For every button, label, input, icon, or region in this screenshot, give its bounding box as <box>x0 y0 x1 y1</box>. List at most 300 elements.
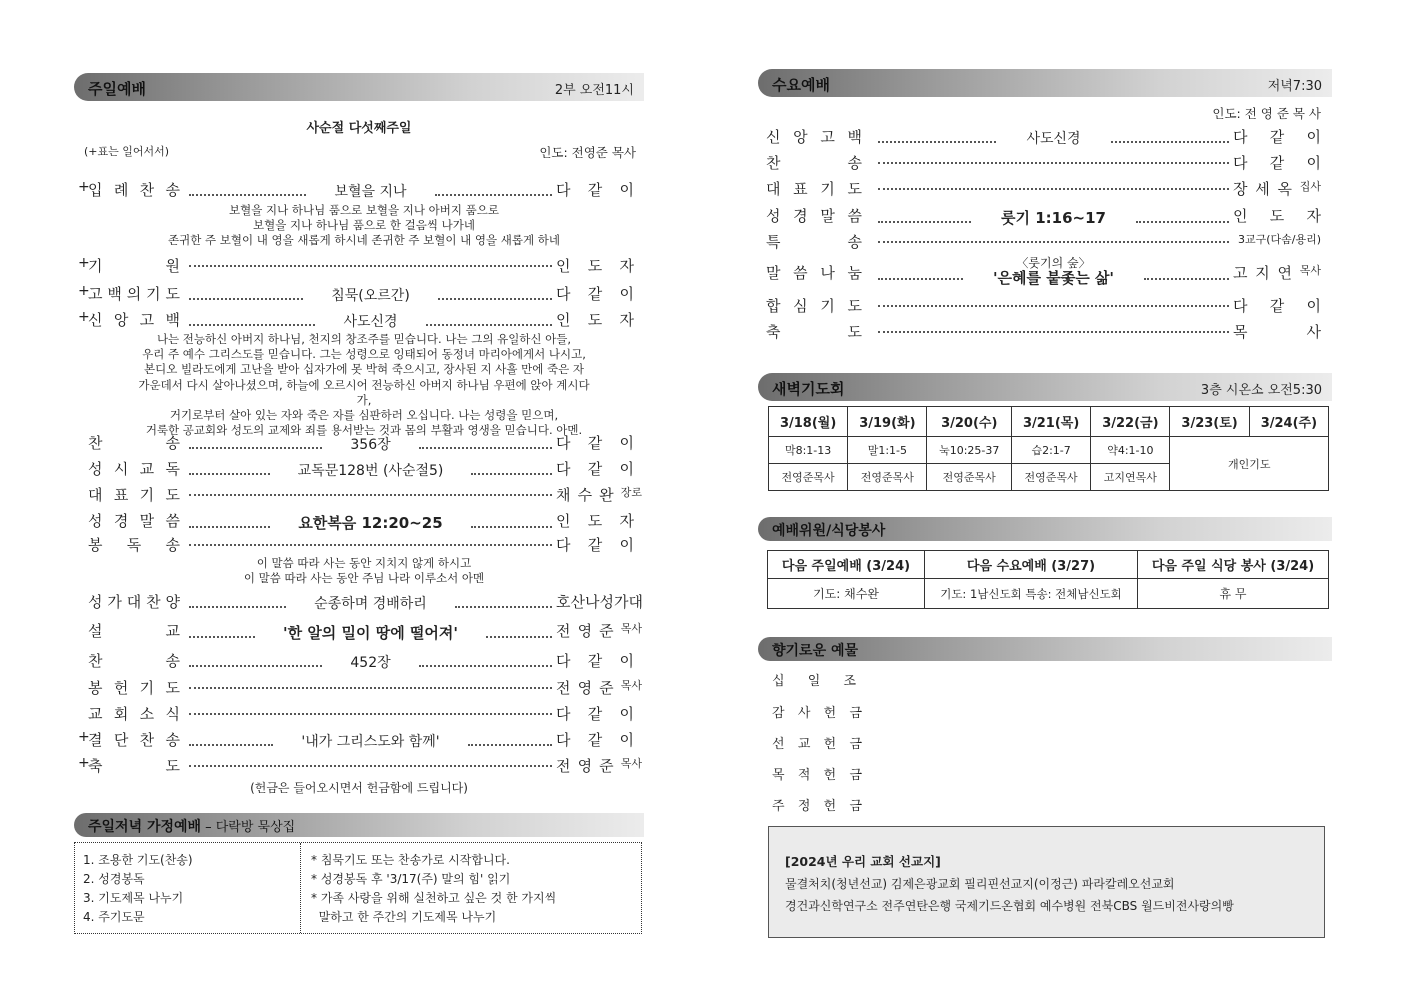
label-char: 대 <box>766 180 781 198</box>
order-responsible <box>1233 295 1321 316</box>
responsible-char: 도 <box>587 257 603 275</box>
home-worship-notes <box>301 843 641 933</box>
home-step: 1. 조용한 기도(찬송) <box>83 853 193 867</box>
dot-fill <box>189 705 552 715</box>
order-item-title: 보혈을 지나 <box>334 184 407 200</box>
duty-header <box>758 517 1332 541</box>
label-char: 기 <box>820 180 835 198</box>
responsible-char: 전 <box>556 757 571 775</box>
label-char: 기 <box>139 679 155 697</box>
home-note: 말하고 한 주간의 기도제목 나누기 <box>311 910 497 924</box>
dot-fill <box>1144 270 1229 280</box>
label-char: 찬 <box>88 434 103 452</box>
responsible-char: 다 <box>556 181 571 199</box>
duty-value-cell: 기도: 채수완 <box>768 579 925 609</box>
order-responsible <box>556 510 634 531</box>
order-label <box>88 179 180 200</box>
label-char: 성 <box>88 512 103 530</box>
response-song-lyrics <box>134 556 594 586</box>
offering-char: 금 <box>849 768 862 783</box>
label-char: 소 <box>139 705 155 723</box>
dot-fill <box>189 465 270 475</box>
dot-fill <box>419 439 552 449</box>
order-responsible <box>556 458 634 479</box>
offering-char: 헌 <box>823 768 837 783</box>
label-char: 원 <box>165 257 180 275</box>
responsible-char: 같 <box>587 434 603 452</box>
label-char: 축 <box>88 757 103 775</box>
label-char: 말 <box>820 207 835 225</box>
offering-char: 적 <box>797 768 811 783</box>
mission-line: 물결처치(청년선교) 김제은광교회 필리핀선교지(이정근) 파라칼레오선교회 <box>785 877 1175 891</box>
dot-fill <box>189 186 306 196</box>
home-note: * 침묵기도 또는 찬송가로 시작합니다. <box>311 853 510 867</box>
label-char: 심 <box>793 297 808 315</box>
dot-fill <box>486 628 552 638</box>
dot-fill <box>426 316 552 326</box>
leader-dots <box>878 180 1229 190</box>
dawn-weekend-cell: 개인기도 <box>1170 437 1329 491</box>
creed-line: 우리 주 예수 그리스도를 믿습니다. 그는 성령으로 잉태되어 동정녀 마리아에게서 나시고, <box>142 347 586 362</box>
label-char: 고 <box>88 285 103 303</box>
responsible-title: 집사 <box>1299 180 1321 193</box>
wed-order-row <box>766 152 1321 174</box>
dot-fill <box>878 213 971 223</box>
order-row <box>74 283 634 305</box>
order-row <box>74 703 634 725</box>
offering-char: 금 <box>849 706 862 721</box>
responsible-char: 같 <box>587 705 603 723</box>
home-worship-subtitle: – 다락방 묵상집 <box>205 820 296 835</box>
responsible-char: 자 <box>619 257 634 275</box>
responsible-char: 다 <box>1233 154 1248 172</box>
order-label <box>766 295 862 316</box>
label-char: 경 <box>793 207 808 225</box>
leader-dots <box>189 285 552 305</box>
responsible-char: 이 <box>619 731 634 749</box>
order-responsible <box>1233 262 1321 283</box>
order-responsible <box>556 534 634 555</box>
wed-order-row <box>766 231 1321 253</box>
order-item-title: 룻기 1:16~17 <box>1001 209 1106 227</box>
mission-box <box>768 826 1325 938</box>
responsible-char: 고 <box>1233 264 1248 282</box>
responsible-char: 준 <box>599 622 614 640</box>
sunday-service-header <box>74 73 644 101</box>
order-row <box>74 309 634 331</box>
responsible-char: 준 <box>599 679 614 697</box>
order-row <box>74 677 642 699</box>
label-char: 독 <box>126 536 142 554</box>
responsible-char: 이 <box>1306 297 1321 315</box>
dawn-text-cell: 막8:1-13 <box>769 437 848 464</box>
order-label <box>88 755 180 776</box>
offering-note: (헌금은 들어오시면서 헌금함에 드립니다) <box>250 781 468 795</box>
order-label <box>766 205 862 226</box>
label-char: 도 <box>847 180 862 198</box>
wed-order-row <box>766 205 1321 227</box>
order-responsible <box>556 283 634 304</box>
label-char: 성 <box>88 593 103 611</box>
standing-mark: + <box>78 283 90 299</box>
label-char: 백 <box>165 311 180 329</box>
responsible-char: 다 <box>556 705 571 723</box>
dot-fill <box>438 290 552 300</box>
leader-dots <box>189 731 552 751</box>
leader-dots <box>878 207 1229 228</box>
responsible-char: 인 <box>556 512 571 530</box>
label-char: 찬 <box>139 181 155 199</box>
order-row <box>74 650 634 672</box>
label-char: 고 <box>820 128 835 146</box>
leader-dots <box>878 297 1229 307</box>
dot-fill <box>189 657 322 667</box>
dot-fill <box>189 598 286 608</box>
dot-fill <box>189 679 552 689</box>
order-label <box>88 458 180 479</box>
responsible-char: 도 <box>587 512 603 530</box>
leader-dots <box>189 257 552 267</box>
order-label <box>766 262 862 283</box>
dot-fill <box>1111 133 1229 143</box>
order-item-title: 356장 <box>350 437 391 453</box>
dot-fill <box>471 518 552 528</box>
offering-char: 교 <box>797 737 811 752</box>
dot-fill <box>878 133 996 143</box>
label-char: 백 <box>107 285 122 303</box>
label-char: 씀 <box>793 264 808 282</box>
responsible-char: 도 <box>1269 207 1285 225</box>
responsible-char: 세 <box>1255 180 1270 198</box>
wed-order-row <box>766 321 1321 343</box>
dot-fill <box>878 233 1229 243</box>
responsible-char: 영 <box>577 622 593 640</box>
responsible-char: 다 <box>556 536 571 554</box>
leader-dots <box>878 233 1229 243</box>
lyric-line: 보혈을 지나 하나님 품으로 한 걸음씩 나가네 <box>253 218 475 232</box>
dot-fill <box>1136 213 1229 223</box>
dawn-text-cell: 약4:1-10 <box>1091 437 1170 464</box>
label-char: 송 <box>847 233 862 251</box>
responsible-char: 이 <box>619 181 634 199</box>
creed-line: 나는 전능하신 아버지 하나님, 천지의 창조주를 믿습니다. 나는 그의 유일하신 아들, <box>156 332 572 346</box>
apostles-creed-text <box>134 332 594 438</box>
label-char: 도 <box>165 757 180 775</box>
lyric-line: 이 말씀 따라 사는 동안 지치지 않게 하시고 <box>256 556 472 570</box>
creed-line: 거룩한 공교회와 성도의 교제와 죄를 용서받는 것과 몸의 부활과 영생을 믿습니다. 아멘. <box>145 423 583 438</box>
order-responsible <box>556 755 642 776</box>
label-char: 신 <box>88 311 103 329</box>
responsible-char: 다 <box>556 285 571 303</box>
home-note: * 가족 사랑을 위해 실천하고 싶은 것 한 가지씩 <box>311 891 557 905</box>
dawn-day-cell: 3/22(금) <box>1091 407 1170 437</box>
label-char: 결 <box>88 731 103 749</box>
dawn-day-cell: 3/18(월) <box>769 407 848 437</box>
order-item-title: 순종하며 경배하리 <box>314 596 427 612</box>
dot-fill <box>189 316 315 326</box>
creed-line: 가운데서 다시 살아나셨으며, 하늘에 오르시어 전능하신 아버지 하나님 우편에 앉아 계시다가, <box>138 377 590 407</box>
mission-title: [2024년 우리 교회 선교지] <box>785 854 941 869</box>
home-worship-steps <box>75 843 301 933</box>
order-row <box>74 458 634 480</box>
standing-note: (+표는 일어서서) <box>84 145 170 158</box>
dawn-leader-cell: 전영준목사 <box>927 464 1012 491</box>
label-char: 교 <box>88 705 103 723</box>
label-char: 경 <box>113 512 129 530</box>
order-label <box>88 677 180 698</box>
home-step: 3. 기도제목 나누기 <box>83 891 184 905</box>
dawn-day-cell: 3/24(주) <box>1249 407 1328 437</box>
offering-item <box>772 764 862 783</box>
order-responsible <box>556 255 634 276</box>
label-char: 씀 <box>165 512 180 530</box>
sermon-title: '은혜를 붙좇는 삶' <box>992 269 1115 287</box>
dot-fill <box>189 518 270 528</box>
responsible-char: 자 <box>1306 207 1321 225</box>
home-note: * 성경봉독 후 '3/17(주) 말의 힘' 읽기 <box>311 872 511 886</box>
leader-dots <box>189 181 552 201</box>
order-label <box>88 255 180 276</box>
order-row <box>74 591 643 613</box>
leader-dots <box>878 128 1229 148</box>
responsible-char: 지 <box>1255 264 1270 282</box>
responsible-char: 자 <box>619 311 634 329</box>
label-char: 도 <box>165 285 180 303</box>
dot-fill <box>189 439 322 449</box>
wed-order-row <box>766 295 1321 317</box>
dot-fill <box>878 270 963 280</box>
label-char: 봉 <box>88 679 103 697</box>
dot-fill <box>189 628 255 638</box>
order-label <box>88 703 180 724</box>
label-char: 말 <box>766 264 781 282</box>
order-row <box>74 484 642 506</box>
label-char: 앙 <box>113 311 129 329</box>
offering-char: 주 <box>772 799 785 814</box>
dot-fill <box>189 736 273 746</box>
label-char: 축 <box>766 323 781 341</box>
label-char: 송 <box>165 536 180 554</box>
offering-char: 사 <box>797 706 811 721</box>
responsible-char: 다 <box>556 652 571 670</box>
order-label <box>88 510 180 531</box>
label-char: 대 <box>126 593 142 611</box>
order-responsible <box>1233 126 1321 147</box>
responsible-char: 인 <box>1233 207 1248 225</box>
offering-char: 선 <box>772 737 785 752</box>
label-char: 입 <box>88 181 103 199</box>
duty-title: 예배위원/식당봉사 <box>772 523 886 539</box>
offering-title: 향기로운 예물 <box>772 643 859 659</box>
responsible-char: 이 <box>619 434 634 452</box>
label-char: 송 <box>847 154 862 172</box>
sunday-subtitle: 사순절 다섯째주일 <box>306 121 412 136</box>
responsible-text: 호산나성가대 <box>556 593 643 611</box>
creed-line: 거기로부터 살아 있는 자와 죽은 자를 심판하러 오십니다. 나는 성령을 믿으며, <box>169 408 559 423</box>
label-char: 나 <box>820 264 835 282</box>
offering-char: 금 <box>849 799 862 814</box>
duty-header-cell: 다음 수요예배 (3/27) <box>925 551 1138 579</box>
responsible-char: 전 <box>556 679 571 697</box>
order-row <box>74 534 634 556</box>
dot-fill <box>878 154 1229 164</box>
label-char: 봉 <box>88 536 103 554</box>
order-responsible <box>556 703 634 724</box>
lyric-line: 이 말씀 따라 사는 동안 주님 나라 이루소서 아멘 <box>243 571 485 585</box>
order-responsible <box>1233 178 1321 199</box>
label-char: 찬 <box>146 593 161 611</box>
responsible-char: 같 <box>587 536 603 554</box>
dawn-prayer-title: 새벽기도회 <box>772 380 845 398</box>
home-worship-title <box>88 816 295 836</box>
leader-dots <box>878 154 1229 164</box>
responsible-char: 이 <box>619 652 634 670</box>
offering-char: 정 <box>797 799 811 814</box>
label-char: 성 <box>766 207 781 225</box>
duty-value-row <box>768 579 1329 609</box>
standing-mark: + <box>78 755 90 771</box>
sunday-service-title: 주일예배 <box>88 80 146 98</box>
responsible-char: 이 <box>619 460 634 478</box>
order-responsible <box>556 620 642 641</box>
dot-fill <box>189 257 552 267</box>
leader-dots <box>189 311 552 331</box>
order-label <box>766 126 862 147</box>
order-responsible <box>556 650 634 671</box>
label-char: 앙 <box>793 128 808 146</box>
offering-char: 조 <box>843 674 856 689</box>
label-char: 기 <box>88 257 103 275</box>
order-row <box>74 620 642 642</box>
leader-dots <box>189 460 552 480</box>
order-label <box>766 178 862 199</box>
label-char: 설 <box>88 622 103 640</box>
responsible-char: 완 <box>599 486 614 504</box>
leader-dots <box>878 323 1229 333</box>
order-item-title: 침묵(오르간) <box>331 288 410 304</box>
label-char: 송 <box>165 652 180 670</box>
order-label <box>88 591 180 612</box>
order-label <box>88 534 180 555</box>
dot-fill <box>471 465 552 475</box>
label-char: 특 <box>766 233 781 251</box>
home-worship-title-text: 주일저녁 가정예배 <box>88 819 202 835</box>
dawn-day-cell: 3/19(화) <box>848 407 927 437</box>
label-char: 송 <box>165 731 180 749</box>
dot-fill <box>189 536 552 546</box>
dawn-day-cell: 3/21(목) <box>1012 407 1091 437</box>
responsible-char: 다 <box>1233 128 1248 146</box>
leader-dots <box>189 512 552 533</box>
label-char: 송 <box>165 181 180 199</box>
dot-fill <box>878 323 1229 333</box>
order-responsible <box>1233 205 1321 226</box>
offering-header <box>758 637 1332 661</box>
responsible-char: 같 <box>1269 154 1285 172</box>
leader-dots <box>189 593 552 613</box>
responsible-title: 목사 <box>1299 264 1321 277</box>
order-label <box>88 620 180 641</box>
label-char: 씀 <box>847 207 862 225</box>
label-char: 찬 <box>766 154 781 172</box>
label-char: 회 <box>113 705 129 723</box>
order-responsible <box>556 484 642 505</box>
label-char: 표 <box>113 486 129 504</box>
responsible-char: 다 <box>556 460 571 478</box>
label-char: 도 <box>165 679 180 697</box>
label-char: 식 <box>165 705 180 723</box>
label-char: 교 <box>165 622 180 640</box>
dawn-day-cell: 3/23(토) <box>1170 407 1249 437</box>
responsible-char: 이 <box>619 536 634 554</box>
label-char: 가 <box>107 593 122 611</box>
label-char: 도 <box>847 323 862 341</box>
offering-char: 십 <box>772 674 785 689</box>
label-char: 대 <box>88 486 103 504</box>
dawn-prayer-table <box>768 406 1329 491</box>
leader-dots <box>189 705 552 715</box>
dawn-day-cell: 3/20(수) <box>927 407 1012 437</box>
label-char: 독 <box>165 460 180 478</box>
responsible-char: 옥 <box>1277 180 1292 198</box>
order-row <box>74 255 634 277</box>
responsible-title: 장로 <box>620 486 642 499</box>
mission-line: 경건과신학연구소 전주연탄은행 국제기드온협회 예수병원 전북CBS 월드비전사랑의빵 <box>785 899 1234 913</box>
dawn-prayer-header <box>758 373 1332 401</box>
responsible-title: 목사 <box>620 679 642 692</box>
label-char: 교 <box>139 460 155 478</box>
responsible-title: 목사 <box>620 622 642 635</box>
offering-char: 헌 <box>823 706 837 721</box>
order-label <box>766 321 862 342</box>
duty-header-row <box>768 551 1329 579</box>
responsible-char: 사 <box>1306 323 1321 341</box>
standing-mark: + <box>78 179 90 195</box>
order-item-title: 교독문128번 (사순절5) <box>297 463 444 479</box>
offering-char: 헌 <box>823 799 837 814</box>
order-label <box>88 309 180 330</box>
lyric-line: 보혈을 지나 하나님 품으로 보혈을 지나 아버지 품으로 <box>229 203 499 217</box>
dawn-days-row <box>769 407 1329 437</box>
dot-fill <box>189 757 552 767</box>
order-label <box>88 729 180 750</box>
responsible-char: 다 <box>1233 297 1248 315</box>
order-responsible <box>1233 231 1321 247</box>
duty-header-cell: 다음 주일 식당 봉사 (3/24) <box>1138 551 1329 579</box>
duty-table <box>767 550 1329 609</box>
standing-mark: + <box>78 255 90 271</box>
order-item-title <box>963 256 1144 286</box>
order-row <box>74 755 642 777</box>
home-worship-box <box>74 842 642 934</box>
dawn-text-cell: 말1:1-5 <box>848 437 927 464</box>
order-item-title: '내가 그리스도와 함께' <box>301 734 440 750</box>
dot-fill <box>878 297 1229 307</box>
dot-fill <box>189 486 552 496</box>
wed-order-row <box>766 178 1321 200</box>
order-label <box>766 152 862 173</box>
wednesday-service-title: 수요예배 <box>772 76 830 94</box>
responsible-char: 준 <box>599 757 614 775</box>
order-responsible <box>556 591 643 612</box>
offering-item <box>772 795 862 814</box>
label-char: 기 <box>820 297 835 315</box>
duty-header-cell: 다음 주일예배 (3/24) <box>768 551 925 579</box>
offering-char: 목 <box>772 768 785 783</box>
order-responsible <box>1233 321 1321 342</box>
dot-fill <box>189 290 303 300</box>
wed-order-row <box>766 256 1321 287</box>
